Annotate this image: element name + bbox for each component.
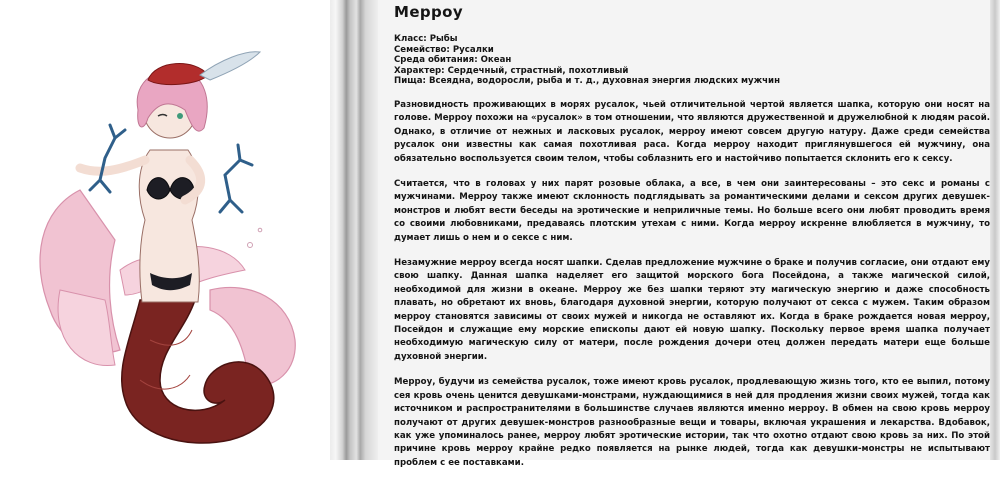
entry-meta (394, 34, 990, 87)
page-edge (990, 0, 1000, 460)
merrow-illustration (20, 40, 320, 460)
meta-habitat: Среда обитания: Океан (394, 55, 512, 66)
entry-content (394, 2, 990, 482)
description-paragraph: Незамужние мерроу всегда носят шапки. Сделав предложение мужчине о браке и получив согласие, они отдают ему свою шапку. Данная шапка наделяет его защитой морского бога Посейдона, а также магической силой, необходимой для жизни в океане. Мерроу же без шапки теряют эту магическую энергию и даже способность плавать, но обретают их вновь, благодаря духовной энергии, которую получают от секса с мужем. Таким образом мерроу становятся зависимы от своих мужей и никогда не оставляют их. Когда в браке рождается новая мерроу, Посейдон и служащие ему морские епископы дают ей новую шапку. Поскольку первое время шапка получает необходимую магическую силу от матери, после рождения дочери отец должен передать матери еще больше духовной энергии. (394, 258, 990, 362)
meta-family: Семейство: Русалки (394, 44, 494, 55)
description-paragraph: Считается, что в головах у них парят розовые облака, а все, в чем они заинтересованы – это секс и романы с мужчинами. Мерроу также имеют склонность подглядывать за романтическими делами и сексом других девушек-монстров и любят вести беседы на эротические и неприличные темы. Но больше всего они любят проводить время со своими любовниками, предаваясь плотским утехам с ними. Когда мерроу искренне влюбляется в мужчину, то думает лишь о нем и о сексе с ним. (394, 179, 990, 243)
meta-food: Пища: Всеядна, водоросли, рыба и т. д., духовная энергия людских мужчин (394, 76, 781, 87)
meta-class: Класс: Рыбы (394, 34, 458, 44)
book-spine (330, 0, 378, 460)
left-page (0, 0, 330, 460)
coral-bracelet-right (220, 145, 252, 212)
description-paragraph: Мерроу, будучи из семейства русалок, тоже имеют кровь русалок, продлевающую жизнь того, кто ее выпил, потому сея кровь очень ценится девушками-монстрами, нуждающимися в ней для продления жизни своих мужей, тогда как источником и распространителями в большинстве случаев являются именно мерроу. В обмен на свою кровь мерроу получают от других девушек-монстров разнообразные вещи и товары, включая украшения и лекарства. Вдобавок, как уже упоминалось ранее, мерроу любят эротические истории, так что охотно отдают свою кровь за них. По этой причине кровь мерроу крайне редко появляется на рынке людей, тогда как девушки-монстры не испытывают проблем с ее поставками. (394, 377, 990, 468)
description-paragraph: Разновидность проживающих в морях русалок, чьей отличительной чертой является шапка, которую они носят на голове. Мерроу похожи на «русалок» в том отношении, что являются дружественной и дружелюбной к людям расой. Однако, в отличие от нежных и ласковых русалок, мерроу имеют совсем другую натуру. Даже среди семейства русалок они известны как самая похотливая раса. Когда мерроу находит приглянувшегося ей мужчину, она обязательно воспользуется своим телом, чтобы соблазнить его и настойчиво попытается склонить его к сексу. (394, 99, 990, 164)
entry-title: Мерроу (394, 3, 464, 21)
coral-bracelet-left (90, 125, 125, 192)
meta-character: Характер: Сердечный, страстный, похотливый (394, 65, 629, 76)
feather-icon (200, 52, 260, 80)
